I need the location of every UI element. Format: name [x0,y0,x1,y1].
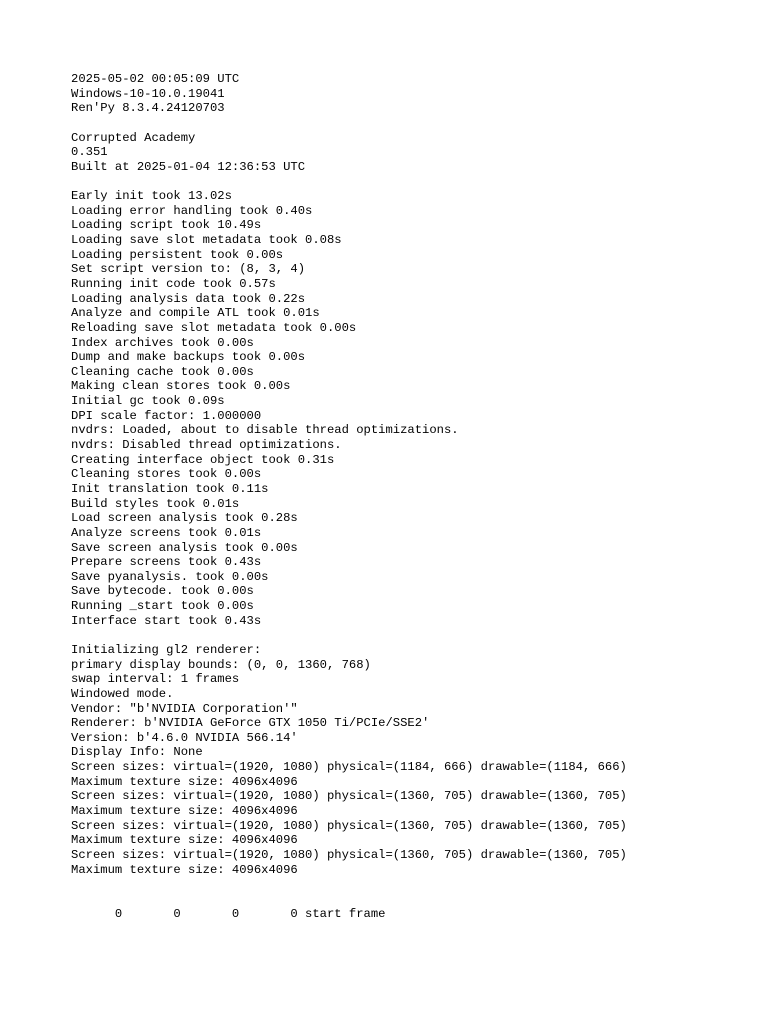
log-line: Creating interface object took 0.31s [71,452,335,467]
log-timestamp: 2025-05-02 00:05:09 UTC [71,72,240,86]
log-platform: Windows-10-10.0.19041 [71,86,225,101]
log-line: Initializing gl2 renderer: [71,642,262,657]
log-line: Init translation took 0.11s [71,481,269,496]
log-line: Maximum texture size: 4096x4096 [71,833,298,848]
log-line: Initial gc took 0.09s [71,394,225,409]
log-line: Renderer: b'NVIDIA GeForce GTX 1050 Ti/PCIe/SSE2' [71,716,430,731]
renderer-log-section [71,643,761,877]
log-line: Analyze and compile ATL took 0.01s [71,306,320,321]
log-line: Save bytecode. took 0.00s [71,584,254,599]
log-line: Loading persistent took 0.00s [71,247,284,262]
game-version: 0.351 [71,145,108,160]
log-line: Screen sizes: virtual=(1920, 1080) physical=(1184, 666) drawable=(1184, 666) [71,760,627,775]
log-document [71,72,761,921]
log-line: Index archives took 0.00s [71,335,254,350]
log-line: Running init code took 0.57s [71,276,276,291]
log-line: Save screen analysis took 0.00s [71,540,298,555]
log-line: Reloading save slot metadata took 0.00s [71,320,357,335]
log-line: Windowed mode. [71,686,174,701]
log-line: Cleaning cache took 0.00s [71,364,254,379]
log-line: Maximum texture size: 4096x4096 [71,774,298,789]
log-line: swap interval: 1 frames [71,672,240,687]
game-build-date: Built at 2025-01-04 12:36:53 UTC [71,159,306,174]
log-line: Screen sizes: virtual=(1920, 1080) physical=(1360, 705) drawable=(1360, 705) [71,818,627,833]
log-line: Interface start took 0.43s [71,613,262,628]
log-line: nvdrs: Loaded, about to disable thread optimizations. [71,423,459,438]
log-line: Analyze screens took 0.01s [71,525,262,540]
log-line: Loading save slot metadata took 0.08s [71,233,342,248]
log-line: Loading error handling took 0.40s [71,203,313,218]
log-line: Early init took 13.02s [71,189,232,204]
log-line: Display Info: None [71,745,203,760]
log-engine-version: Ren'Py 8.3.4.24120703 [71,101,225,116]
log-line: Save pyanalysis. took 0.00s [71,569,269,584]
log-line: Loading analysis data took 0.22s [71,291,306,306]
log-line: Prepare screens took 0.43s [71,555,262,570]
log-line: Making clean stores took 0.00s [71,379,291,394]
log-line: Vendor: "b'NVIDIA Corporation'" [71,701,298,716]
log-line: nvdrs: Disabled thread optimizations. [71,438,342,453]
log-line: Maximum texture size: 4096x4096 [71,804,298,819]
log-line: Build styles took 0.01s [71,496,240,511]
log-line: primary display bounds: (0, 0, 1360, 768) [71,657,371,672]
log-line: Screen sizes: virtual=(1920, 1080) physical=(1360, 705) drawable=(1360, 705) [71,789,627,804]
game-info [71,131,761,175]
frame-line: 0 0 0 0 start frame [71,906,386,921]
log-line: Screen sizes: virtual=(1920, 1080) physical=(1360, 705) drawable=(1360, 705) [71,847,627,862]
init-log-section [71,189,761,628]
game-name: Corrupted Academy [71,130,196,145]
blank-line [71,877,761,906]
log-line: DPI scale factor: 1.000000 [71,408,262,423]
log-line: Loading script took 10.49s [71,218,262,233]
blank-line [71,174,761,189]
log-header [71,72,761,116]
log-line: Set script version to: (8, 3, 4) [71,262,306,277]
log-line: Load screen analysis took 0.28s [71,511,298,526]
blank-line [71,116,761,131]
log-line: Cleaning stores took 0.00s [71,467,262,482]
blank-line [71,628,761,643]
log-line: Running _start took 0.00s [71,599,254,614]
log-line: Version: b'4.6.0 NVIDIA 566.14' [71,730,298,745]
log-line: Dump and make backups took 0.00s [71,350,306,365]
log-line: Maximum texture size: 4096x4096 [71,862,298,877]
